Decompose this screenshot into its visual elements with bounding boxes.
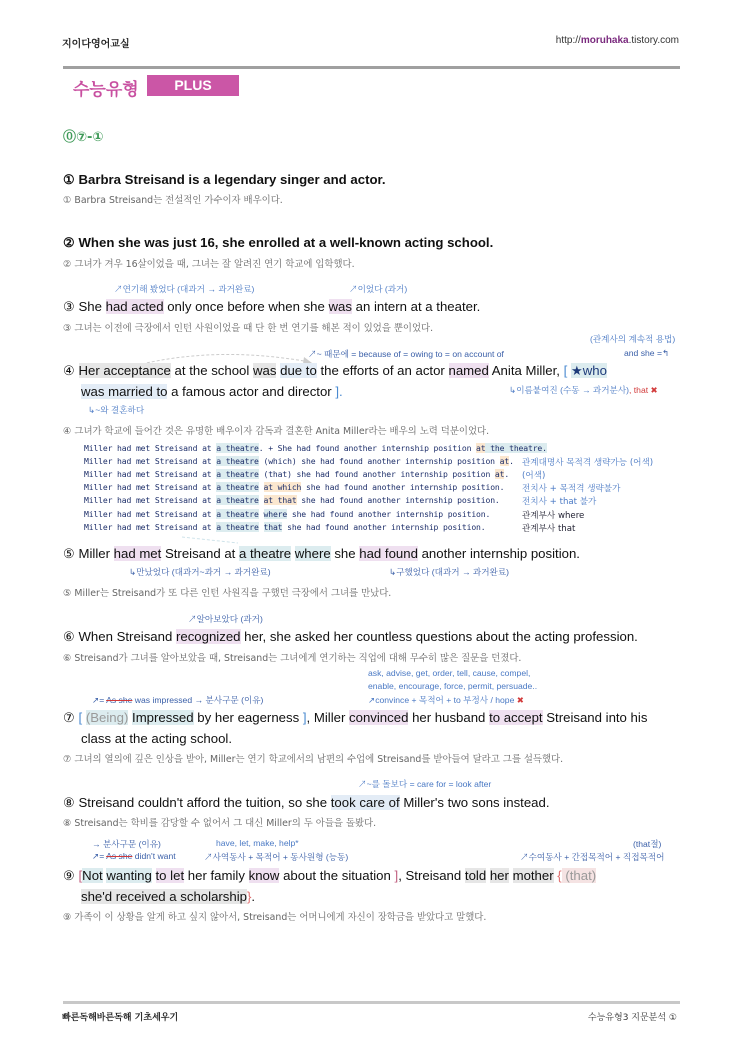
- s9-text: her family: [184, 868, 249, 883]
- example-text: [259, 522, 264, 532]
- sentence-1-ko: ① Barbra Streisand는 전설적인 가수이자 배우이다.: [63, 195, 283, 206]
- example-highlight-relative: that: [263, 521, 283, 532]
- s3-note-had-acted: ↗연기해 봤었다 (대과거 → 과거완료): [114, 284, 255, 294]
- s9-note-causative: ↗사역동사 + 목적어 + 동사원형 (능동): [204, 852, 349, 862]
- s7-note-as-she: [92, 694, 263, 706]
- sentence-8-ko: ⑧ Streisand는 학비를 감당할 수 없어서 그 대신 Miller의 두 아들을 돌봤다.: [63, 818, 377, 829]
- s7-note-rest: was impressed → 분사구문 (이유): [132, 695, 264, 705]
- s9-note-causative-list: have, let, make, help*: [216, 838, 299, 848]
- sentence-3-ko: ③ 그녀는 이전에 극장에서 인턴 사원이었을 때 단 한 번 연기를 해본 적이 있었을 뿐이었다.: [63, 323, 434, 334]
- header-divider: [63, 66, 680, 69]
- sentence-9-en-line2: [81, 889, 255, 904]
- s4-bracket-close: ].: [335, 384, 343, 399]
- s5-highlight-a-theatre: a theatre: [239, 546, 292, 561]
- example-highlight-relative: at: [499, 456, 510, 467]
- s7-text: ⑦: [63, 710, 79, 725]
- s9-note-struck: As she: [106, 851, 133, 861]
- s9-highlight-know: know: [248, 868, 280, 883]
- example-text: [259, 495, 264, 505]
- s7-note-struck: As she: [106, 695, 133, 705]
- s4-note-married: ↳~와 결혼하다: [88, 405, 145, 415]
- s4-note-due-to: ↗~ 때문에 = because of = owing to = on account of: [308, 349, 504, 359]
- footer-book-title: 빠른독해바른독해 기초세우기: [62, 1013, 179, 1023]
- s4-note-and-she: and she =↰: [624, 348, 670, 358]
- s3-text: only once before when she: [163, 299, 329, 314]
- s6-note-recognized: ↗알아보았다 (과거): [188, 614, 263, 624]
- s7-note-prefix: ↗=: [92, 695, 107, 705]
- sentence-8-en: [63, 795, 550, 811]
- s4-text: ④: [63, 363, 79, 378]
- example-text: she had found another internship position.: [301, 482, 505, 493]
- footer-page-label: 수능유형3 지문분석 ①: [587, 1013, 677, 1023]
- s6-text: ⑥ When Streisand: [63, 629, 176, 644]
- example-row: [84, 469, 509, 479]
- example-row: [84, 456, 514, 466]
- example-text: .: [504, 469, 510, 480]
- s7-note-verbs-line2: enable, encourage, force, permit, persuade..: [368, 681, 538, 691]
- example-highlight-relative: at that: [263, 495, 297, 506]
- s9-highlight-received: she'd received a scholarship: [81, 889, 247, 904]
- example-highlight-antecedent: a theatre: [216, 482, 259, 493]
- example-highlight-relative: at: [494, 469, 505, 480]
- example-text: Miller had met Streisand at: [84, 443, 217, 453]
- s4-note-named: [509, 384, 658, 396]
- cross-icon: ✖: [516, 695, 524, 705]
- s9-space: [152, 868, 156, 883]
- sentence-5-ko: ⑤ Miller는 Streisand가 또 다른 인턴 사원직을 구했던 극장에서 그녀를 만났다.: [63, 588, 392, 599]
- example-note: 관계부사 that: [522, 523, 576, 534]
- example-text: . + She had found another internship position: [258, 443, 477, 453]
- s5-note-had-met: ↳만났었다 (대과거~과거 → 과거완료): [129, 567, 271, 577]
- s7-being: (Being): [85, 710, 129, 725]
- example-note: (어색): [522, 471, 546, 482]
- sentence-2-en: ② When she was just 16, she enrolled at a well-known acting school.: [63, 235, 494, 250]
- example-text: Miller had met Streisand at: [84, 456, 217, 467]
- example-note: 전치사 + 목적격 생략불가: [522, 484, 621, 495]
- s9-text: ⑨: [63, 868, 79, 883]
- s9-highlight-told: told: [464, 868, 487, 883]
- header-brand: 지이다영어교실: [62, 39, 130, 50]
- s3-highlight-had-acted: had acted: [105, 299, 164, 314]
- s4-highlight-due-to: due to: [280, 363, 317, 378]
- s7-highlight-impressed: Impressed: [132, 710, 194, 725]
- s4-highlight-was: was: [252, 363, 277, 378]
- example-row: [84, 522, 486, 532]
- s7-highlight-to-accept: to accept: [489, 710, 543, 725]
- example-note: 관계부사 where: [522, 510, 585, 521]
- example-text: (that) she had found another internship position: [258, 469, 495, 480]
- s9-highlight-not: Not: [82, 868, 103, 883]
- s9-note-as-she: [92, 851, 176, 862]
- s4-highlight-married: was married to: [81, 384, 168, 399]
- s9-note-participle: → 분사구문 (이유): [92, 839, 161, 849]
- s4-text: the efforts of an actor: [316, 363, 449, 378]
- sentence-5-en: [63, 546, 580, 562]
- s7-text: Streisand into his: [542, 710, 648, 725]
- s5-highlight-where: where: [294, 546, 331, 561]
- s7-text: by her eagerness: [193, 710, 303, 725]
- s4-text: a famous actor and director: [167, 384, 336, 399]
- s9-text: .: [251, 889, 256, 904]
- s7-highlight-convinced: convinced: [349, 710, 409, 725]
- s9-highlight-mother: mother: [512, 868, 554, 883]
- example-text: (which) she had found another internship position: [258, 456, 500, 467]
- sentence-6-ko: ⑥ Streisand가 그녀를 알아보았을 때, Streisand는 그녀에게 연기하는 직업에 대해 무수히 많은 질문을 던졌다.: [63, 653, 522, 664]
- s8-note-took-care: ↗~를 돌보다 = care for = look after: [358, 779, 492, 789]
- s6-highlight-recognized: recognized: [175, 629, 241, 644]
- example-highlight-antecedent: a theatre: [216, 456, 259, 467]
- s3-text: an intern at a theater.: [351, 299, 481, 314]
- s7-text: , Miller: [306, 710, 350, 725]
- s3-highlight-was: was: [328, 299, 352, 314]
- example-text: she had found another internship position.: [287, 508, 491, 519]
- example-text: [259, 482, 264, 492]
- s5-dashed-connector: [180, 535, 240, 545]
- s8-text: ⑧ Streisand couldn't afford the tuition, so she: [63, 795, 331, 810]
- example-highlight-antecedent: a theatre: [216, 469, 259, 480]
- s4-bracket-open: [: [563, 363, 568, 378]
- example-row: [84, 509, 490, 519]
- url-prefix: http://: [555, 35, 581, 46]
- sentence-9-en-line1: [63, 868, 596, 884]
- example-text: she had found another internship position.: [282, 521, 486, 532]
- s4-note-named-text: ↳이름붙여진 (수동 → 과거분사): [509, 385, 629, 395]
- s5-highlight-had-met: had met: [113, 546, 162, 561]
- example-text: .: [509, 456, 514, 467]
- example-note: 전치사 + that 불가: [522, 497, 597, 508]
- s9-note-dative: ↗수여동사 + 간접목적어 + 직접목적어: [520, 852, 665, 862]
- s4-highlight-named: named: [448, 363, 489, 378]
- s4-note-that: , that: [629, 385, 649, 395]
- s7-bracket-open: [: [78, 710, 83, 725]
- s8-highlight-took-care-of: took care of: [330, 795, 400, 810]
- s5-note-had-found: ↳구했었다 (대과거 → 과거완료): [389, 567, 509, 577]
- sentence-9-ko: ⑨ 가족이 이 상황을 알게 하고 싶지 않아서, Streisand는 어머니에게 자신이 장학금을 받았다고 말했다.: [63, 912, 487, 923]
- s9-note-that-clause: (that절): [633, 839, 662, 849]
- sentence-4-en-line2: [81, 384, 343, 399]
- s9-highlight-her: her: [489, 868, 509, 883]
- s9-text: , Streisand: [398, 868, 465, 883]
- s4-text: at the school: [170, 363, 253, 378]
- s4-note-relative: (관계사의 계속적 용법): [590, 334, 676, 344]
- s6-text: her, she asked her countless questions about the acting profession.: [240, 629, 638, 644]
- example-text: Miller had met Streisand at: [84, 482, 217, 493]
- s4-star-who: ★who: [570, 363, 607, 378]
- s5-text: Streisand at: [161, 546, 240, 561]
- s5-text: ⑤ Miller: [63, 546, 114, 561]
- s9-highlight-wanting: wanting: [106, 868, 152, 883]
- example-row: [84, 482, 504, 492]
- example-highlight-antecedent: a theatre: [216, 521, 259, 532]
- s8-text: Miller's two sons instead.: [399, 795, 550, 810]
- url-suffix: .tistory.com: [628, 35, 679, 46]
- example-highlight-antecedent: a theatre: [216, 495, 259, 506]
- s9-note-prefix: ↗=: [92, 851, 107, 861]
- page-title: 수능유형: [73, 80, 139, 100]
- s7-bracket-close: ]: [302, 710, 307, 725]
- sentence-3-en: [63, 299, 480, 315]
- section-number: ⓪⑦-①: [63, 130, 104, 145]
- s9-brace-close: }: [247, 889, 252, 904]
- s9-bracket-open: [: [78, 868, 83, 883]
- s9-note-rest: didn't want: [132, 851, 176, 861]
- example-highlight-relative: where: [263, 508, 288, 519]
- example-text: Miller had met Streisand at: [84, 469, 217, 480]
- sentence-7-en-line2: class at the acting school.: [81, 731, 233, 746]
- example-text: the theatre.: [485, 443, 547, 453]
- s5-text: she: [330, 546, 360, 561]
- s7-note-convince: [368, 694, 524, 706]
- sentence-1-en: ① Barbra Streisand is a legendary singer and actor.: [63, 172, 386, 187]
- s4-highlight-subject: Her acceptance: [78, 363, 171, 378]
- url-bold: moruhaka: [580, 35, 629, 46]
- example-row: [84, 495, 500, 505]
- example-text: Miller had met Streisand at: [84, 495, 217, 506]
- s9-highlight-to-let: to let: [155, 868, 185, 883]
- example-highlight-relative: at: [476, 443, 486, 453]
- sentence-6-en: [63, 629, 638, 645]
- s9-brace-open: {: [557, 868, 562, 883]
- example-text: she had found another internship position.: [296, 495, 500, 506]
- example-highlight-relative: at which: [263, 482, 302, 493]
- sentence-2-ko: ② 그녀가 겨우 16살이었을 때, 그녀는 잘 알려진 연기 학교에 입학했다.: [63, 259, 355, 270]
- example-text: Miller had met Streisand at: [84, 521, 217, 532]
- example-highlight-antecedent: a theatre: [216, 443, 259, 453]
- cross-icon: ✖: [650, 385, 658, 395]
- s4-text: Anita Miller,: [488, 363, 564, 378]
- example-note: 관계대명사 목적격 생략가능 (어색): [522, 458, 654, 469]
- header-url[interactable]: [556, 35, 679, 46]
- s9-text: about the situation: [279, 868, 395, 883]
- plus-badge: PLUS: [147, 75, 239, 96]
- s7-text: her husband: [408, 710, 490, 725]
- s7-note-convince-text: ↗convince + 목적어 + to 부정사 / hope: [368, 695, 515, 705]
- s5-text: another internship position.: [417, 546, 580, 561]
- example-text: [259, 509, 264, 519]
- s3-text: ③ She: [63, 299, 106, 314]
- s9-that: (that): [561, 868, 597, 883]
- s7-note-verbs-line1: ask, advise, get, order, tell, cause, compel,: [368, 668, 531, 678]
- s5-highlight-had-found: had found: [359, 546, 418, 561]
- sentence-7-ko: ⑦ 그녀의 열의에 깊은 인상을 받아, Miller는 연기 학교에서의 남편의 수업에 Streisand를 받아들여 달라고 그를 설득했다.: [63, 754, 564, 765]
- s9-bracket-close: ]: [394, 868, 399, 883]
- sentence-7-en-line1: [63, 710, 647, 726]
- sentence-4-ko: ④ 그녀가 학교에 들어간 것은 유명한 배우이자 감독과 결혼한 Anita Miller라는 배우의 노력 덕분이었다.: [63, 426, 490, 437]
- sentence-4-en-line1: [63, 363, 607, 379]
- example-text: Miller had met Streisand at: [84, 508, 217, 519]
- footer-divider: [63, 1001, 680, 1004]
- s3-note-was: ↗이었다 (과거): [349, 284, 408, 294]
- example-highlight-antecedent: a theatre: [216, 508, 259, 519]
- example-row: [84, 443, 547, 453]
